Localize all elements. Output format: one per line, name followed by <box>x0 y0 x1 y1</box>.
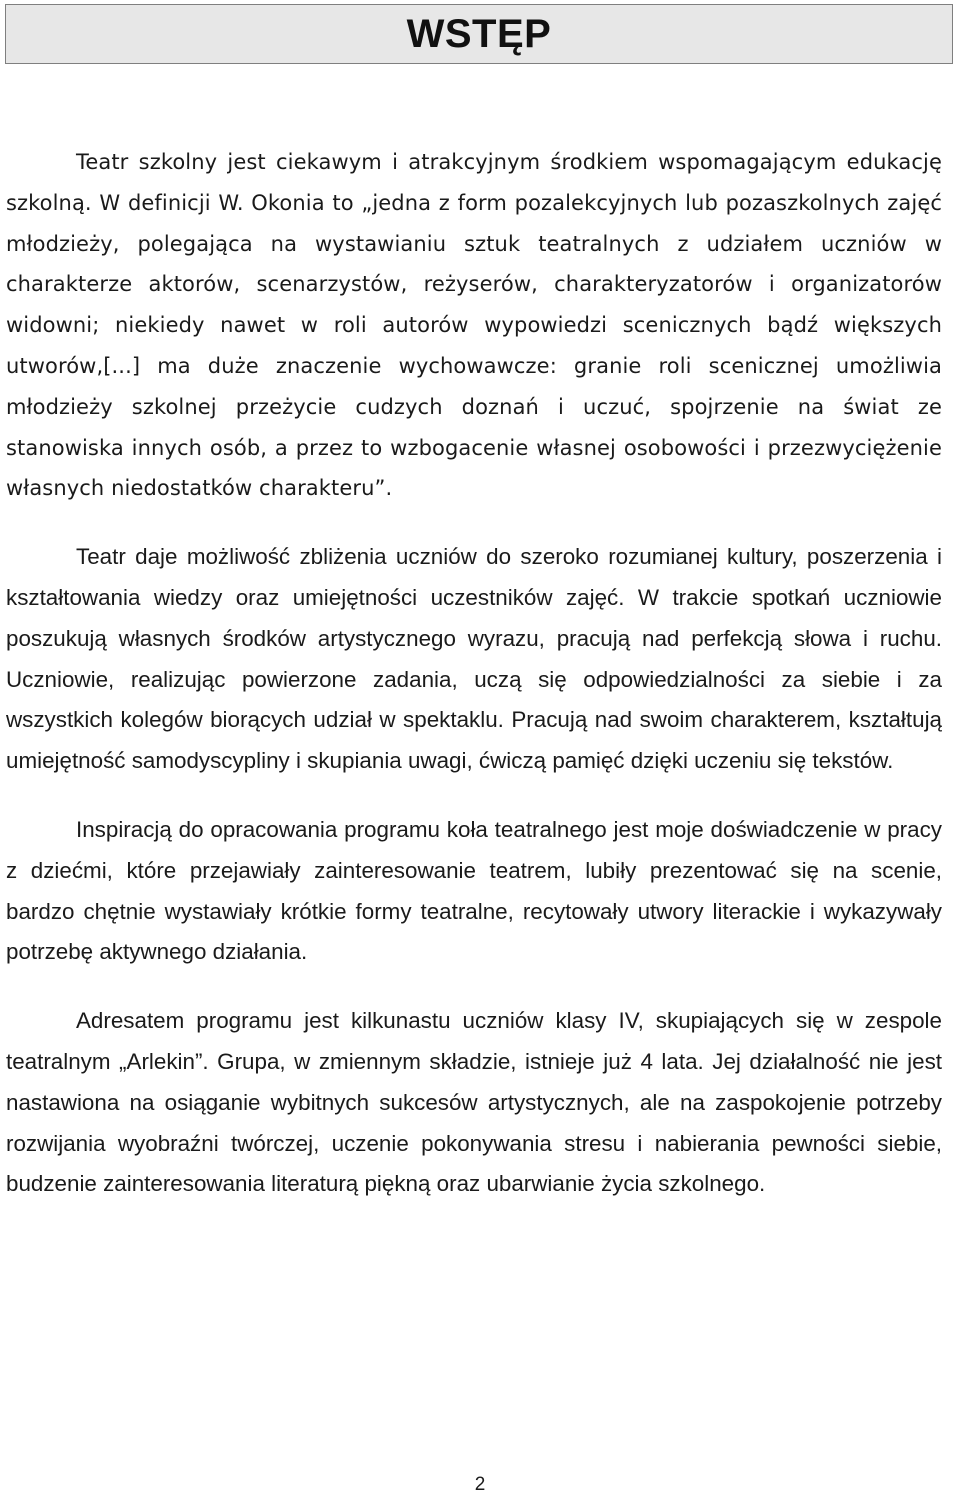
page-title: WSTĘP <box>406 11 552 56</box>
paragraph-4: Adresatem programu jest kilkunastu uczniów klasy IV, skupiających się w zespole teatralnym „Arlekin”. Grupa, w zmiennym składzie, istnieje już 4 lata. Jej działalność nie jest nastawiona na osiąganie wybitnych sukcesów artystycznych, ale na zaspokojenie potrzeby rozwijania wyobraźni twórczej, uczenie pokonywania stresu i nabierania pewności siebie, budzenie zainteresowania literaturą piękną oraz ubarwianie życia szkolnego. <box>6 1008 942 1197</box>
paragraph-2: Teatr daje możliwość zbliżenia uczniów do szeroko rozumianej kultury, poszerzenia i kształtowania wiedzy oraz umiejętności uczestników zajęć. W trakcie spotkań uczniowie poszukują własnych środków artystycznego wyrazu, pracują nad perfekcją słowa i ruchu. Uczniowie, realizując powierzone zadania, uczą się odpowiedzialności za siebie i za wszystkich kolegów biorących udział w spektaklu. Pracują nad swoim charakterem, kształtują umiejętność samodyscypliny i skupiania uwagi, ćwiczą pamięć dzięki uczeniu się tekstów. <box>6 544 942 774</box>
document-body <box>6 142 942 1233</box>
paragraph-3: Inspiracją do opracowania programu koła teatralnego jest moje doświadczenie w pracy z dziećmi, które przejawiały zainteresowanie teatrem, lubiły prezentować się na scenie, bardzo chętnie wystawiały krótkie formy teatralne, recytowały utwory literackie i wykazywały potrzebę aktywnego działania. <box>6 816 942 965</box>
title-box <box>5 4 953 64</box>
paragraph-1: Teatr szkolny jest ciekawym i atrakcyjnym środkiem wspomagającym edukację szkolną. W definicji W. Okonia to „jedna z form pozalekcyjnych lub pozaszkolnych zajęć młodzieży, polegająca na wystawianiu sztuk teatralnych z udziałem uczniów w charakterze aktorów, scenarzystów, reżyserów, charakteryzatorów i organizatorów widowni; niekiedy nawet w roli autorów wypowiedzi scenicznych bądź większych utworów,[...] ma duże znaczenie wychowawcze: granie roli scenicznej umożliwia młodzieży szkolnej przeżycie cudzych doznań i uczuć, spojrzenie na świat ze stanowiska innych osób, a przez to wzbogacenie własnej osobowości i przezwyciężenie własnych niedostatków charakteru”. <box>6 150 942 501</box>
page-number: 2 <box>474 1474 486 1495</box>
